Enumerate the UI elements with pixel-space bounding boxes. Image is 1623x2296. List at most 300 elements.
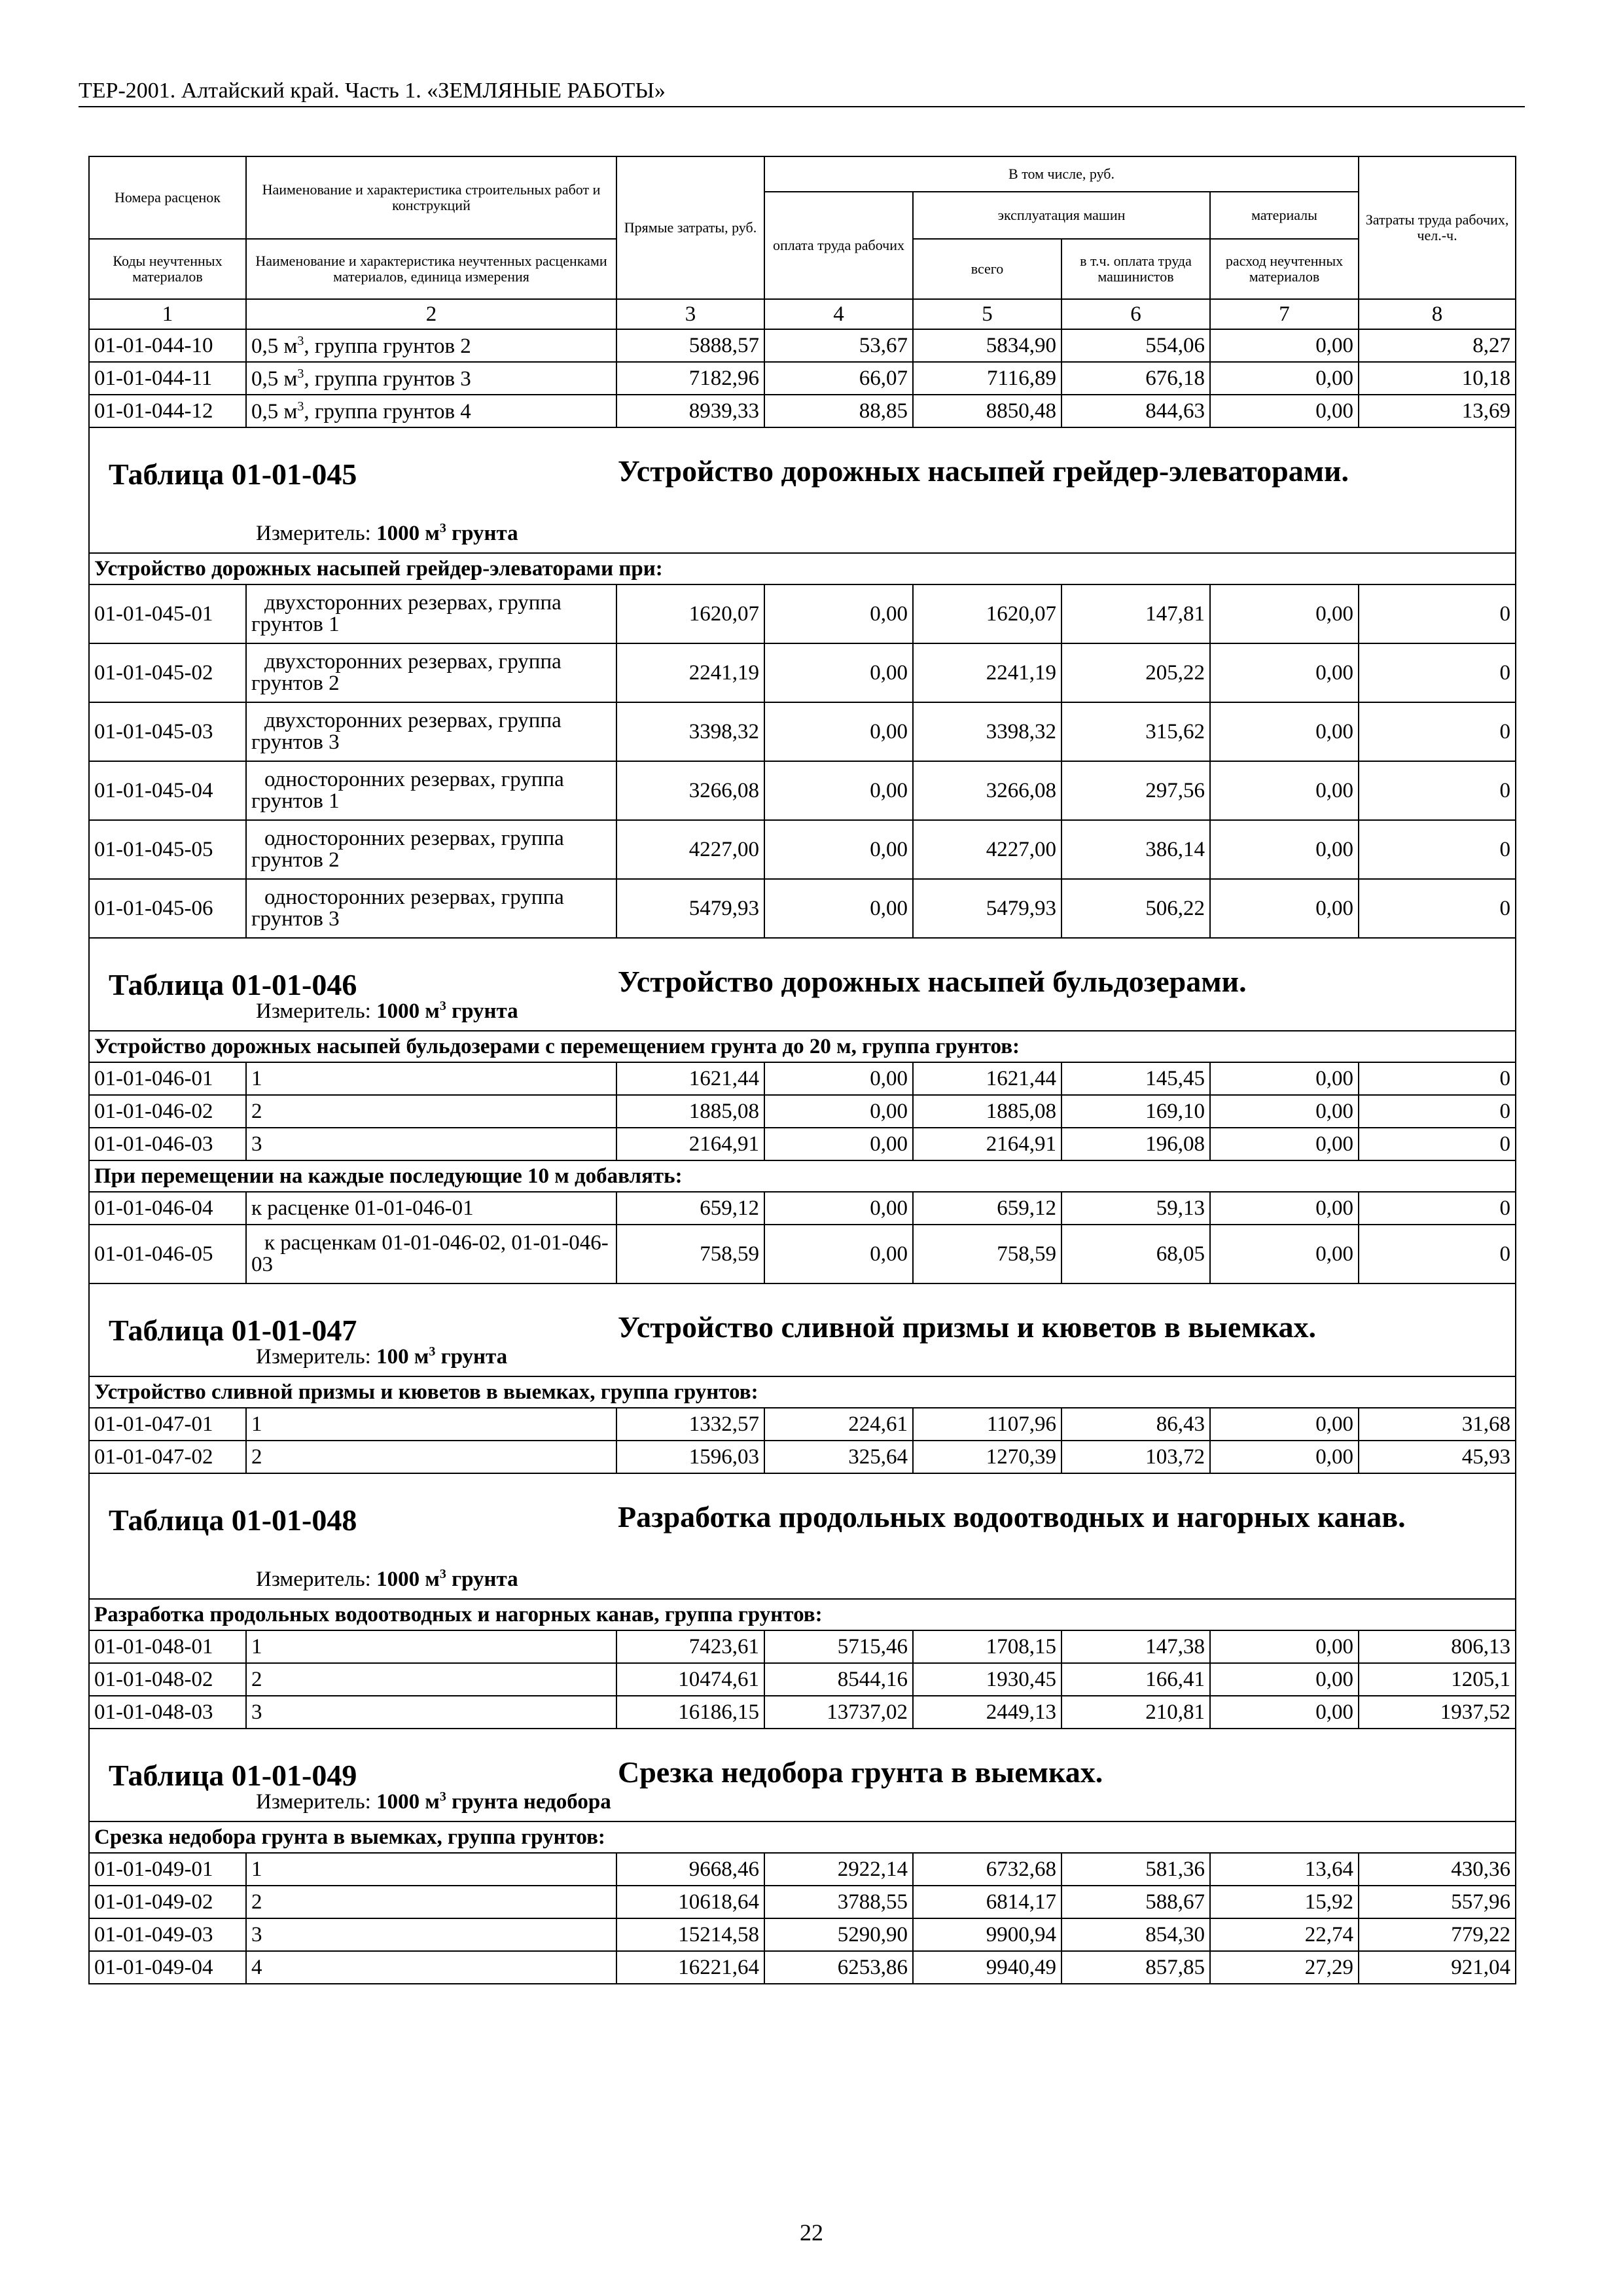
value-cell: 0,00 [764, 1062, 913, 1095]
value-cell: 8,27 [1359, 329, 1516, 362]
value-cell: 921,04 [1359, 1951, 1516, 1984]
value-cell: 10474,61 [616, 1663, 764, 1696]
value-cell: 659,12 [913, 1192, 1061, 1225]
value-cell: 0,00 [1210, 1225, 1359, 1283]
value-cell: 1596,03 [616, 1441, 764, 1473]
value-cell: 210,81 [1061, 1696, 1210, 1729]
rate-code: 01-01-047-01 [89, 1408, 246, 1441]
value-cell: 554,06 [1061, 329, 1210, 362]
work-name: 2 [246, 1663, 616, 1696]
value-cell: 857,85 [1061, 1951, 1210, 1984]
value-cell: 31,68 [1359, 1408, 1516, 1441]
rate-code: 01-01-045-05 [89, 820, 246, 879]
table-title-cell [89, 427, 1516, 553]
col-header-materials: материалы [1210, 192, 1359, 239]
table-row [89, 643, 1516, 702]
value-cell: 779,22 [1359, 1918, 1516, 1951]
unit-label: Измеритель: [256, 1568, 371, 1591]
rate-code: 01-01-045-03 [89, 702, 246, 761]
table-title-row [89, 1729, 1516, 1821]
work-name: 1 [246, 1630, 616, 1663]
group-heading: Устройство сливной призмы и кюветов в выемках, группа грунтов: [89, 1376, 1516, 1408]
rate-code: 01-01-049-03 [89, 1918, 246, 1951]
rate-code: 01-01-047-02 [89, 1441, 246, 1473]
table-row [89, 1630, 1516, 1663]
work-name-text: , группа грунтов 4 [304, 399, 471, 423]
value-cell: 1620,07 [913, 584, 1061, 643]
unit-value-text: 1000 м [376, 999, 440, 1023]
table-title-cell [89, 1473, 1516, 1599]
rate-code: 01-01-049-01 [89, 1853, 246, 1886]
rate-code: 01-01-044-11 [89, 362, 246, 395]
value-cell: 5715,46 [764, 1630, 913, 1663]
value-cell: 758,59 [616, 1225, 764, 1283]
table-title-block [94, 428, 1510, 552]
unit-line [256, 1344, 507, 1369]
value-cell: 8544,16 [764, 1663, 913, 1696]
value-cell: 0,00 [764, 1225, 913, 1283]
work-name [246, 329, 616, 362]
unit-value-sup: 3 [429, 1344, 436, 1359]
value-cell: 9668,46 [616, 1853, 764, 1886]
value-cell: 297,56 [1061, 761, 1210, 820]
value-cell: 66,07 [764, 362, 913, 395]
work-name-sup: 3 [297, 333, 304, 348]
col-header-labor-cost: Затраты труда рабочих, чел.-ч. [1359, 156, 1516, 299]
table-title-cell [89, 1729, 1516, 1821]
unit-label: Измеритель: [256, 522, 371, 545]
value-cell: 1930,45 [913, 1663, 1061, 1696]
col-header-material-names: Наименование и характеристика неучтенных расценками материалов, единица измерения [246, 239, 616, 299]
value-cell: 0,00 [764, 584, 913, 643]
rate-code: 01-01-046-02 [89, 1095, 246, 1128]
value-cell: 557,96 [1359, 1886, 1516, 1918]
unit-line [256, 999, 518, 1024]
group-heading: Разработка продольных водоотводных и нагорных канав, группа грунтов: [89, 1599, 1516, 1630]
unit-line [256, 1567, 518, 1592]
value-cell: 0 [1359, 1192, 1516, 1225]
unit-value [376, 1345, 507, 1369]
value-cell: 8939,33 [616, 395, 764, 427]
value-cell: 0,00 [1210, 1696, 1359, 1729]
unit-value-text: 1000 м [376, 1568, 440, 1591]
value-cell: 0 [1359, 1062, 1516, 1095]
col-number: 2 [246, 299, 616, 329]
table-row [89, 1225, 1516, 1283]
work-name: 4 [246, 1951, 616, 1984]
table-row [89, 1696, 1516, 1729]
unit-value [376, 999, 518, 1023]
unit-value [376, 522, 518, 545]
value-cell: 1885,08 [913, 1095, 1061, 1128]
table-code: Таблица 01-01-049 [109, 1759, 357, 1792]
value-cell: 0,00 [764, 1128, 913, 1160]
table-title-row [89, 938, 1516, 1031]
work-name-text: 0,5 м [251, 334, 298, 358]
unit-value-sup: 3 [439, 999, 446, 1013]
unit-label: Измеритель: [256, 999, 371, 1023]
value-cell: 53,67 [764, 329, 913, 362]
value-cell: 0,00 [1210, 584, 1359, 643]
work-name-sup: 3 [297, 399, 304, 414]
value-cell: 3266,08 [913, 761, 1061, 820]
value-cell: 1332,57 [616, 1408, 764, 1441]
value-cell: 16186,15 [616, 1696, 764, 1729]
work-name: двухсторонних резервах, группа грунтов 3 [246, 702, 616, 761]
price-table [88, 156, 1516, 1984]
unit-value-text: грунта недобора [446, 1790, 611, 1814]
value-cell: 5479,93 [616, 879, 764, 938]
value-cell: 7182,96 [616, 362, 764, 395]
value-cell: 9940,49 [913, 1951, 1061, 1984]
rate-code: 01-01-046-03 [89, 1128, 246, 1160]
col-number: 3 [616, 299, 764, 329]
group-heading-row [89, 1376, 1516, 1408]
table-title-block [94, 1284, 1510, 1376]
rate-code: 01-01-045-02 [89, 643, 246, 702]
value-cell: 0 [1359, 702, 1516, 761]
value-cell: 0,00 [1210, 1630, 1359, 1663]
value-cell: 506,22 [1061, 879, 1210, 938]
value-cell: 6253,86 [764, 1951, 913, 1984]
value-cell: 13,64 [1210, 1853, 1359, 1886]
col-header-direct-costs: Прямые затраты, руб. [616, 156, 764, 299]
table-title-row [89, 1283, 1516, 1376]
work-name-text: , группа грунтов 2 [304, 334, 471, 358]
table-row [89, 1951, 1516, 1984]
work-name: 2 [246, 1441, 616, 1473]
table-row [89, 362, 1516, 395]
value-cell: 0,00 [1210, 643, 1359, 702]
rate-code: 01-01-045-04 [89, 761, 246, 820]
value-cell: 3266,08 [616, 761, 764, 820]
work-name: двухсторонних резервах, группа грунтов 2 [246, 643, 616, 702]
value-cell: 0,00 [764, 1095, 913, 1128]
value-cell: 7423,61 [616, 1630, 764, 1663]
table-title: Устройство дорожных насыпей бульдозерами. [618, 965, 1247, 998]
page-number: 22 [800, 2219, 823, 2246]
value-cell: 1885,08 [616, 1095, 764, 1128]
table-row [89, 395, 1516, 427]
table-code: Таблица 01-01-048 [109, 1503, 357, 1537]
value-cell: 0,00 [764, 1192, 913, 1225]
value-cell: 0 [1359, 1225, 1516, 1283]
value-cell: 0,00 [1210, 1095, 1359, 1128]
table-row [89, 1408, 1516, 1441]
value-cell: 0,00 [1210, 1128, 1359, 1160]
value-cell: 15214,58 [616, 1918, 764, 1951]
value-cell: 4227,00 [616, 820, 764, 879]
col-header-rate-number: Номера расценок [89, 156, 246, 239]
col-number: 7 [1210, 299, 1359, 329]
value-cell: 2922,14 [764, 1853, 913, 1886]
column-numbers-row [89, 299, 1516, 329]
work-name: 1 [246, 1408, 616, 1441]
value-cell: 5479,93 [913, 879, 1061, 938]
rate-code: 01-01-046-01 [89, 1062, 246, 1095]
value-cell: 0 [1359, 584, 1516, 643]
unit-value-text: 1000 м [376, 1790, 440, 1814]
rate-code: 01-01-045-01 [89, 584, 246, 643]
value-cell: 844,63 [1061, 395, 1210, 427]
group-heading: Устройство дорожных насыпей грейдер-элеваторами при: [89, 553, 1516, 584]
rate-code: 01-01-046-04 [89, 1192, 246, 1225]
value-cell: 86,43 [1061, 1408, 1210, 1441]
value-cell: 0 [1359, 879, 1516, 938]
value-cell: 0,00 [764, 879, 913, 938]
table-row [89, 1095, 1516, 1128]
group-heading-row [89, 1160, 1516, 1192]
unit-value-sup: 3 [439, 1567, 446, 1581]
col-number: 5 [913, 299, 1061, 329]
table-row [89, 1663, 1516, 1696]
col-header-work-name: Наименование и характеристика строительных работ и конструкций [246, 156, 616, 239]
table-row [89, 1062, 1516, 1095]
value-cell: 0 [1359, 643, 1516, 702]
col-number: 4 [764, 299, 913, 329]
group-heading-row [89, 1821, 1516, 1853]
work-name: к расценкам 01-01-046-02, 01-01-046-03 [246, 1225, 616, 1283]
value-cell: 205,22 [1061, 643, 1210, 702]
work-name: 1 [246, 1853, 616, 1886]
value-cell: 1270,39 [913, 1441, 1061, 1473]
table-code: Таблица 01-01-045 [109, 457, 357, 491]
value-cell: 3398,32 [616, 702, 764, 761]
table-row [89, 702, 1516, 761]
value-cell: 0,00 [1210, 1192, 1359, 1225]
table-title-row [89, 1473, 1516, 1599]
value-cell: 59,13 [1061, 1192, 1210, 1225]
table-row [89, 820, 1516, 879]
unit-value-sup: 3 [439, 1789, 446, 1804]
work-name: 2 [246, 1095, 616, 1128]
rate-code: 01-01-044-12 [89, 395, 246, 427]
value-cell: 45,93 [1359, 1441, 1516, 1473]
value-cell: 3398,32 [913, 702, 1061, 761]
group-heading: При перемещении на каждые последующие 10 м добавлять: [89, 1160, 1516, 1192]
group-heading: Срезка недобора грунта в выемках, группа грунтов: [89, 1821, 1516, 1853]
value-cell: 4227,00 [913, 820, 1061, 879]
table-body [89, 329, 1516, 1984]
value-cell: 6732,68 [913, 1853, 1061, 1886]
work-name: односторонних резервах, группа грунтов 1 [246, 761, 616, 820]
unit-value-text: 100 м [376, 1345, 429, 1369]
value-cell: 2241,19 [616, 643, 764, 702]
col-header-machines-total: всего [913, 239, 1061, 299]
col-header-machines-labor: в т.ч. оплата труда машинистов [1061, 239, 1210, 299]
value-cell: 588,67 [1061, 1886, 1210, 1918]
rate-code: 01-01-049-02 [89, 1886, 246, 1918]
unit-value-text: 1000 м [376, 522, 440, 545]
value-cell: 196,08 [1061, 1128, 1210, 1160]
unit-line [256, 1789, 611, 1814]
value-cell: 1708,15 [913, 1630, 1061, 1663]
table-row [89, 1886, 1516, 1918]
work-name: односторонних резервах, группа грунтов 2 [246, 820, 616, 879]
work-name: 1 [246, 1062, 616, 1095]
value-cell: 0,00 [1210, 702, 1359, 761]
value-cell: 758,59 [913, 1225, 1061, 1283]
unit-label: Измеритель: [256, 1790, 371, 1814]
table-row [89, 1441, 1516, 1473]
rate-code: 01-01-046-05 [89, 1225, 246, 1283]
value-cell: 0,00 [1210, 329, 1359, 362]
work-name: 3 [246, 1696, 616, 1729]
table-title: Устройство дорожных насыпей грейдер-элеваторами. [618, 454, 1349, 488]
work-name: односторонних резервах, группа грунтов 3 [246, 879, 616, 938]
work-name: к расценке 01-01-046-01 [246, 1192, 616, 1225]
group-heading-row [89, 1031, 1516, 1062]
value-cell: 0 [1359, 820, 1516, 879]
table-title: Срезка недобора грунта в выемках. [618, 1755, 1103, 1789]
value-cell: 0,00 [1210, 820, 1359, 879]
value-cell: 0 [1359, 1128, 1516, 1160]
group-heading: Устройство дорожных насыпей бульдозерами с перемещением грунта до 20 м, группа грунтов: [89, 1031, 1516, 1062]
value-cell: 854,30 [1061, 1918, 1210, 1951]
value-cell: 581,36 [1061, 1853, 1210, 1886]
table-title-block [94, 1474, 1510, 1598]
table-row [89, 1918, 1516, 1951]
col-header-materials-sub: расход неучтенных материалов [1210, 239, 1359, 299]
col-header-including: В том числе, руб. [764, 156, 1359, 192]
table-row [89, 1128, 1516, 1160]
table-row [89, 1192, 1516, 1225]
value-cell: 103,72 [1061, 1441, 1210, 1473]
value-cell: 10618,64 [616, 1886, 764, 1918]
value-cell: 147,38 [1061, 1630, 1210, 1663]
col-number: 6 [1061, 299, 1210, 329]
col-header-material-codes: Коды неучтенных материалов [89, 239, 246, 299]
value-cell: 0,00 [1210, 362, 1359, 395]
value-cell: 22,74 [1210, 1918, 1359, 1951]
work-name: 3 [246, 1918, 616, 1951]
value-cell: 0 [1359, 1095, 1516, 1128]
work-name: 3 [246, 1128, 616, 1160]
value-cell: 2164,91 [616, 1128, 764, 1160]
value-cell: 2241,19 [913, 643, 1061, 702]
table-code: Таблица 01-01-047 [109, 1314, 357, 1347]
value-cell: 68,05 [1061, 1225, 1210, 1283]
value-cell: 0,00 [1210, 761, 1359, 820]
table-row [89, 761, 1516, 820]
value-cell: 224,61 [764, 1408, 913, 1441]
value-cell: 2164,91 [913, 1128, 1061, 1160]
table-row [89, 879, 1516, 938]
value-cell: 147,81 [1061, 584, 1210, 643]
value-cell: 0,00 [1210, 1408, 1359, 1441]
value-cell: 2449,13 [913, 1696, 1061, 1729]
work-name-text: , группа грунтов 3 [304, 367, 471, 391]
value-cell: 0,00 [764, 643, 913, 702]
work-name: двухсторонних резервах, группа грунтов 1 [246, 584, 616, 643]
table-row [89, 329, 1516, 362]
rate-code: 01-01-048-01 [89, 1630, 246, 1663]
col-header-labor-pay: оплата труда рабочих [764, 192, 913, 299]
value-cell: 1620,07 [616, 584, 764, 643]
table-row [89, 1853, 1516, 1886]
value-cell: 0 [1359, 761, 1516, 820]
value-cell: 88,85 [764, 395, 913, 427]
value-cell: 325,64 [764, 1441, 913, 1473]
unit-value [376, 1790, 611, 1814]
value-cell: 9900,94 [913, 1918, 1061, 1951]
group-heading-row [89, 1599, 1516, 1630]
table-row [89, 584, 1516, 643]
value-cell: 0,00 [1210, 1663, 1359, 1696]
value-cell: 5290,90 [764, 1918, 913, 1951]
value-cell: 16221,64 [616, 1951, 764, 1984]
rate-code: 01-01-045-06 [89, 879, 246, 938]
rate-code: 01-01-048-03 [89, 1696, 246, 1729]
value-cell: 169,10 [1061, 1095, 1210, 1128]
work-name-text: 0,5 м [251, 367, 298, 391]
value-cell: 0,00 [764, 761, 913, 820]
running-header: ТЕР-2001. Алтайский край. Часть 1. «ЗЕМЛЯНЫЕ РАБОТЫ» [79, 79, 666, 103]
value-cell: 13737,02 [764, 1696, 913, 1729]
value-cell: 10,18 [1359, 362, 1516, 395]
unit-value-text: грунта [446, 999, 518, 1023]
value-cell: 806,13 [1359, 1630, 1516, 1663]
work-name: 2 [246, 1886, 616, 1918]
header-rule [79, 106, 1525, 107]
value-cell: 8850,48 [913, 395, 1061, 427]
table-title: Устройство сливной призмы и кюветов в выемках. [618, 1310, 1317, 1344]
unit-line [256, 521, 518, 546]
table-title-block [94, 1729, 1510, 1821]
value-cell: 6814,17 [913, 1886, 1061, 1918]
value-cell: 315,62 [1061, 702, 1210, 761]
value-cell: 1205,1 [1359, 1663, 1516, 1696]
value-cell: 0,00 [1210, 1062, 1359, 1095]
value-cell: 1621,44 [616, 1062, 764, 1095]
work-name-sup: 3 [297, 366, 304, 381]
work-name-text: 0,5 м [251, 399, 298, 423]
value-cell: 0,00 [1210, 1441, 1359, 1473]
value-cell: 3788,55 [764, 1886, 913, 1918]
group-heading-row [89, 553, 1516, 584]
rate-code: 01-01-048-02 [89, 1663, 246, 1696]
table-code: Таблица 01-01-046 [109, 968, 357, 1001]
value-cell: 0,00 [764, 702, 913, 761]
work-name [246, 362, 616, 395]
value-cell: 15,92 [1210, 1886, 1359, 1918]
work-name [246, 395, 616, 427]
col-number: 1 [89, 299, 246, 329]
value-cell: 1621,44 [913, 1062, 1061, 1095]
unit-value [376, 1568, 518, 1591]
table-title-cell [89, 938, 1516, 1031]
value-cell: 166,41 [1061, 1663, 1210, 1696]
value-cell: 0,00 [1210, 879, 1359, 938]
value-cell: 676,18 [1061, 362, 1210, 395]
rate-code: 01-01-044-10 [89, 329, 246, 362]
table-title-cell [89, 1283, 1516, 1376]
unit-value-sup: 3 [439, 521, 446, 535]
value-cell: 13,69 [1359, 395, 1516, 427]
value-cell: 659,12 [616, 1192, 764, 1225]
rate-code: 01-01-049-04 [89, 1951, 246, 1984]
value-cell: 145,45 [1061, 1062, 1210, 1095]
unit-value-text: грунта [446, 1568, 518, 1591]
value-cell: 0,00 [1210, 395, 1359, 427]
table-title-block [94, 939, 1510, 1030]
value-cell: 5888,57 [616, 329, 764, 362]
col-header-machines: эксплуатация машин [913, 192, 1210, 239]
value-cell: 7116,89 [913, 362, 1061, 395]
value-cell: 27,29 [1210, 1951, 1359, 1984]
value-cell: 1107,96 [913, 1408, 1061, 1441]
value-cell: 430,36 [1359, 1853, 1516, 1886]
